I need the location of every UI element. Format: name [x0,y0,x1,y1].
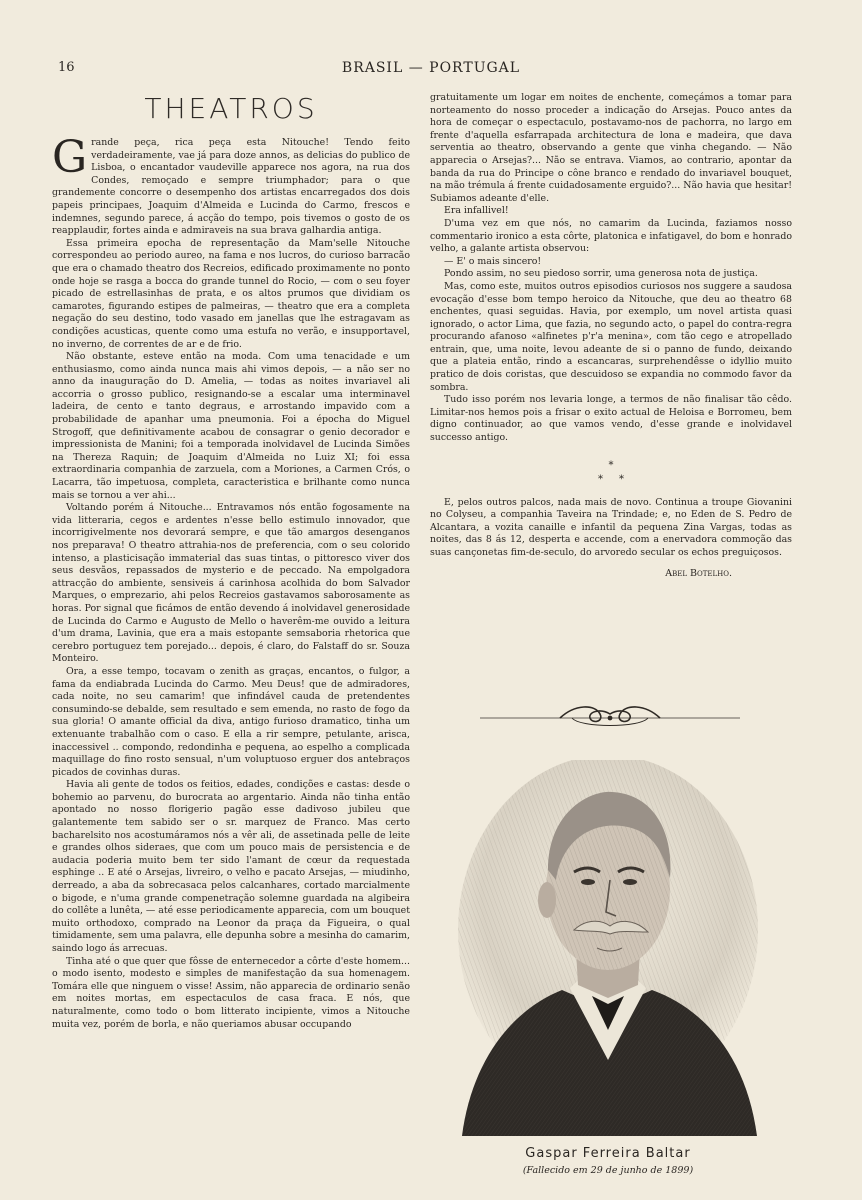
right-column [430,92,792,579]
paragraph: Tudo isso porém nos levaria longe, a termos de não finalisar tão cêdo. Limitar-nos hemos pois a frisar o exito actual de Heloisa e Borromeu, bem digno continuador, ao que vamos vendo, d'esse grande e inolvidavel successo antigo. [430,394,792,444]
article-title: THEATROS [144,92,318,125]
author-signature: Abel Botelho. [665,567,732,579]
paragraph: Ora, a esse tempo, tocavam o zenith as graças, encantos, o fulgor, a fama da endiabrada Lucinda do Carmo. Meu Deus! que de admiradores, cada noite, no seu camarim! que infindável cauda de pretendentes consumindo-se debalde, sem resultado e sem emenda, no rasto de fogo da sua gloria! O amante official da diva, antigo furioso dramatico, tinha um extenuante trabalhão com o caso. E ella a rir sempre, petulante, arisca, inaccessivel .. compondo, redondinha e pequena, ao espelho a complicada maquillage do fino rosto sensual, n'um voluptuoso erguer dos antebraços picados de covinhas duras. [52,665,410,778]
paragraph: Pondo assim, no seu piedoso sorrir, uma generosa nota de justiça. [444,268,758,280]
paragraph: gratuitamente um logar em noites de enchente, começámos a tomar para norteamento do nosso proceder a indicação do Arsejas. Pouco antes da hora de começar o espectaculo, postavamo-nos de pachorra, no largo em frente d'aquella esfarrapada architectura de lona e madeira, que dava serventia ao theatro, observando a gente que vinha chegando. — Não apparecia o Arsejas?... Não se entrava. Viamos, ao contrario, apontar da banda da rua do Principe o cône branco e rendado do invariavel bouquet, na mão trémula á frente cuidadosamente erguido?... Não havia que hesitar! Subiamos adeante d'elle. [430,92,792,204]
paragraph: Era infallivel! [444,205,509,217]
portrait-image [452,760,764,1136]
left-column [52,92,410,1031]
section-divider: * * * [598,459,624,485]
portrait-caption: Gaspar Ferreira Baltar [525,1146,691,1161]
portrait-note: (Fallecido em 29 de junho de 1899) [522,1165,694,1176]
paragraph: D'uma vez em que nós, no camarim da Lucinda, faziamos nosso commentario ironico a esta côrte, platonica e infatigavel, do bom e honrado velho, a galante artista observou: [430,217,792,255]
paragraph-1: Grande peça, rica peça esta Nitouche! Tendo feito verdadeiramente, vae já para doze annos, as delicias do publico de Lisboa, o encantador vaudeville apparece nos agora, na rua dos Condes, remoçado e sempre triumphador; para o que grandemente concorre o desempenho dos artistas encarregados dos dois papeis principaes, Joaquim d'Almeida e Lucinda do Carmo, frescos e indemnes, segundo parece, á acção do tempo, pois tivemos o gosto de os reapplaudir, fortes ainda e admiraveis na sua brava galhardia antiga. [52,132,410,237]
paragraph: Havia ali gente de todos os feitios, edades, condições e castas: desde o bohemio ao parvenu, do burocrata ao argentario. Ainda não tinha então apontado no nosso florigerio pagão esse dadivoso jubileu que galantemente tem sabido ser o sr. marquez de Franco. Mas certo bacharelsito nos acostumáramos nós a vêr ali, de assetinada pelle de leite e grandes olhos sideraes, que com um pouco mais de persistencia e de audacia poderia muito bem ter sido l'amant de cœur da requestada esphinge .. E até o Arsejas, livreiro, o velho e pacato Arsejas, — miudinho, derreado, a aba da sobrecasaca pelos calcanhares, cortado marcialmente o bigode, e n'uma grande compenetração solemne guardada na algibeira do collête a lunêta, — até esse periodicamente apparecia, com um bouquet muito orthodoxo, comprado na Leonor da praça da Figueira, o qual timidamente, sem uma palavra, elle depunha sobre a mesinha do camarim, saindo logo ás arrecuas. [52,779,410,954]
page-number: 16 [58,60,75,75]
paragraph: — E' o mais sincero! [444,255,542,267]
drop-cap: G [52,132,88,183]
paragraph: Voltando porém á Nitouche... Entravamos nós então fogosamente na vida litteraria, cegos e ardentes n'esse bello estimulo innovador, que incorrigivelmente nos devorará sempre, e que tão amargos desenganos nos preparava! O theatro attrahia-nos de preferencia, com o seu colorido intenso, a plasticisação immaterial das suas tintas, o pittoresco viver dos seus desvãos, repassados de mysterio e de peccado. Na empolgadora attracção do ambiente, sensiveis á carinhosa acolhida do bom Salvador Marques, o emprezario, ahi pelos Recreios gastavamos saborosamente as horas. Por signal que ficámos de então devendo á inolvidavel generosidade de Lucinda do Carmo e Augusto de Mello o haverêm-me ouvido a leitura d'um drama, Lavinia, que era a mais estopante semsaboria rhetorica que cerebro portuguez tem porejado... depois, é claro, do Falstaff do sr. Souza Monteiro. [52,502,410,665]
paragraph: Não obstante, esteve então na moda. Com uma tenacidade e um enthusiasmo, como ainda nunca mais ahi vimos depois, — a não ser no anno da inauguração do D. Amelia, — todas as noites invariavel ali accorria o grosso publico, resignando-se a escalar uma interminavel ladeira, de cento e tanto degraus, e arrostando impavido com a probabilidade de apanhar uma pneumonia. Foi a épocha do Miguel Strogoff, que definitivamente acabou de consagrar o genio decorador e impressionista de Manini; foi a temporada inolvidavel de Lucinda Simões na Thereza Raquin; de Joaquim d'Almeida no Luiz XI; foi essa extraordinaria companhia de zarzuela, com a Moriones, a Carmen Crós, o Lacarra, tão impetuosa, completa, caracteristica e brilhante como nunca mais se tornou a ver ahi... [52,351,410,501]
paragraph: Tinha até o que quer que fôsse de enternecedor a côrte d'este homem... o modo isento, modesto e simples de manifestação da sua homenagem. Tomára elle que ninguem o visse! Assim, não apparecia de ordinario senão em noites mortas, em espectaculos de casa fraca. E nós, que naturalmente, como todo o bom litterato incipiente, vimos a Nitouche muita vez, porém de borla, e não queriamos abusar occupando [52,955,410,1030]
paragraph: E, pelos outros palcos, nada mais de novo. Continua a troupe Giovanini no Colyseu, a companhia Taveira na Trindade; e, no Eden de S. Pedro de Alcantara, a vozita canaille e infantil da pequena Zina Vargas, todas as noites, das 8 ás 12, desperta e accende, com a enervadora commoção das suas cançonetas fim-de-seculo, do arvoredo secular os echos preguiçosos. [430,496,792,558]
ornament-flourish-icon [480,702,740,730]
paragraph: Mas, como este, muitos outros episodios curiosos nos suggere a saudosa evocação d'esse bom tempo heroico da Nitouche, que deu ao theatro 68 enchentes, quasi seguidas. Havia, por exemplo, um novel artista quasi ignorado, o actor Lima, que fazia, no segundo acto, o papel do contra-regra procurando afanoso «alfinetes p'r'a menina», com tão cego e atropellado entrain, que, uma noite, levou adeante de si o panno de fundo, deixando que a plateia então, rindo a escancaras, surprehendêsse o idyllio muito pratico de dois coristas, que descuidoso se expandia no commodo favor da sombra. [430,280,792,393]
paragraph: Essa primeira epocha de representação da Mam'selle Nitouche correspondeu ao periodo aureo, na fama e nos lucros, do curioso barracão que era o chamado theatro dos Recreios, edificado proximamente no ponto onde hoje se rasga a bocca do grande tunnel do Rocio, — com o seu foyer picado de estrellasinhas de prata, e os altos prumos que dividiam os camarotes, figurando estipes de palmeiras, — theatro que era a completa negação do seu destino, todo vasado em janellas que lhe estragavam as condições acusticas, quente como uma estufa no verão, e insupportavel, no inverno, de correntes de ar e de frio. [52,237,411,350]
portrait-engraving [452,760,764,1136]
journal-title: BRASIL — PORTUGAL [341,60,521,76]
